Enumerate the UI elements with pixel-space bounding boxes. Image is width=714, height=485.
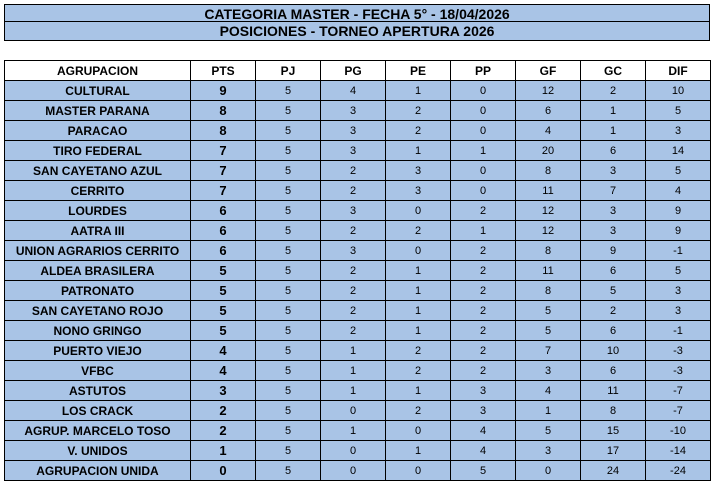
cell-pj: 5 [256,301,321,321]
cell-dif: -3 [646,361,711,381]
cell-pts: 5 [191,281,256,301]
cell-pe: 1 [386,141,451,161]
cell-pj: 5 [256,221,321,241]
cell-gc: 3 [581,221,646,241]
cell-gc: 1 [581,121,646,141]
cell-team: VFBC [5,361,191,381]
table-row [5,201,711,221]
cell-gc: 1 [581,101,646,121]
cell-pp: 3 [451,381,516,401]
cell-gc: 9 [581,241,646,261]
cell-pe: 2 [386,361,451,381]
cell-dif: 3 [646,281,711,301]
cell-pg: 2 [321,281,386,301]
cell-team: V. UNIDOS [5,441,191,461]
cell-pts: 1 [191,441,256,461]
table-row [5,321,711,341]
cell-pe: 0 [386,241,451,261]
table-row [5,341,711,361]
cell-pp: 2 [451,341,516,361]
cell-pts: 8 [191,121,256,141]
cell-pp: 0 [451,121,516,141]
cell-gf: 8 [516,281,581,301]
table-row [5,421,711,441]
cell-team: PARACAO [5,121,191,141]
cell-pg: 4 [321,81,386,101]
cell-team: LOS CRACK [5,401,191,421]
cell-team: CULTURAL [5,81,191,101]
cell-pe: 1 [386,81,451,101]
cell-team: UNION AGRARIOS CERRITO [5,241,191,261]
cell-pp: 2 [451,321,516,341]
cell-gc: 6 [581,141,646,161]
cell-pe: 2 [386,121,451,141]
cell-pp: 4 [451,441,516,461]
page-subtitle: POSICIONES - TORNEO APERTURA 2026 [4,22,710,41]
cell-gf: 8 [516,241,581,261]
cell-team: SAN CAYETANO ROJO [5,301,191,321]
cell-dif: -14 [646,441,711,461]
cell-gf: 11 [516,261,581,281]
table-row [5,181,711,201]
table-row [5,461,711,481]
cell-pg: 1 [321,361,386,381]
cell-gf: 4 [516,121,581,141]
cell-pg: 0 [321,461,386,481]
cell-pp: 2 [451,241,516,261]
cell-dif: -24 [646,461,711,481]
cell-pts: 7 [191,161,256,181]
cell-pts: 0 [191,461,256,481]
cell-pp: 2 [451,281,516,301]
table-row [5,381,711,401]
cell-gf: 20 [516,141,581,161]
standings-body [5,81,711,481]
cell-pts: 4 [191,361,256,381]
cell-pg: 2 [321,301,386,321]
column-header-pj: PJ [256,61,321,81]
cell-dif: 4 [646,181,711,201]
cell-pe: 0 [386,421,451,441]
cell-gc: 24 [581,461,646,481]
cell-pj: 5 [256,381,321,401]
cell-dif: -10 [646,421,711,441]
cell-team: LOURDES [5,201,191,221]
cell-pg: 2 [321,261,386,281]
table-row [5,241,711,261]
cell-pp: 2 [451,201,516,221]
cell-gc: 17 [581,441,646,461]
cell-pp: 2 [451,301,516,321]
cell-pg: 3 [321,241,386,261]
cell-dif: 10 [646,81,711,101]
table-row [5,361,711,381]
cell-gf: 8 [516,161,581,181]
table-row [5,81,711,101]
cell-pe: 2 [386,401,451,421]
cell-pj: 5 [256,101,321,121]
cell-pj: 5 [256,461,321,481]
cell-pg: 1 [321,381,386,401]
cell-pj: 5 [256,281,321,301]
cell-dif: 3 [646,121,711,141]
column-header-pp: PP [451,61,516,81]
cell-pj: 5 [256,361,321,381]
table-row [5,261,711,281]
cell-gc: 10 [581,341,646,361]
cell-gf: 7 [516,341,581,361]
cell-pj: 5 [256,161,321,181]
cell-pts: 2 [191,421,256,441]
cell-pj: 5 [256,141,321,161]
cell-gf: 5 [516,421,581,441]
cell-gc: 8 [581,401,646,421]
table-row [5,101,711,121]
cell-pts: 6 [191,201,256,221]
cell-dif: 9 [646,201,711,221]
cell-team: ALDEA BRASILERA [5,261,191,281]
cell-pp: 1 [451,141,516,161]
cell-pe: 3 [386,161,451,181]
cell-team: MASTER PARANA [5,101,191,121]
cell-pj: 5 [256,201,321,221]
cell-gc: 6 [581,361,646,381]
table-row [5,141,711,161]
cell-pts: 7 [191,181,256,201]
cell-pg: 0 [321,401,386,421]
cell-pp: 2 [451,361,516,381]
cell-pe: 1 [386,381,451,401]
cell-pg: 3 [321,141,386,161]
title-box [4,4,710,41]
cell-pg: 2 [321,161,386,181]
cell-team: AATRA III [5,221,191,241]
cell-team: ASTUTOS [5,381,191,401]
cell-pe: 1 [386,301,451,321]
column-header-pe: PE [386,61,451,81]
cell-gf: 5 [516,301,581,321]
cell-pts: 5 [191,301,256,321]
cell-gc: 6 [581,321,646,341]
cell-pe: 2 [386,341,451,361]
cell-pts: 2 [191,401,256,421]
cell-team: PUERTO VIEJO [5,341,191,361]
cell-pj: 5 [256,241,321,261]
cell-gc: 3 [581,201,646,221]
cell-gf: 5 [516,321,581,341]
cell-gf: 12 [516,201,581,221]
cell-pg: 1 [321,421,386,441]
cell-gf: 12 [516,221,581,241]
cell-gf: 3 [516,441,581,461]
cell-gf: 1 [516,401,581,421]
cell-pts: 9 [191,81,256,101]
cell-pp: 0 [451,101,516,121]
cell-team: AGRUP. MARCELO TOSO [5,421,191,441]
cell-pe: 1 [386,321,451,341]
cell-pj: 5 [256,421,321,441]
table-row [5,221,711,241]
cell-gc: 15 [581,421,646,441]
cell-dif: 5 [646,261,711,281]
column-header-pg: PG [321,61,386,81]
cell-gf: 11 [516,181,581,201]
cell-pp: 3 [451,401,516,421]
cell-pg: 2 [321,221,386,241]
cell-dif: 5 [646,161,711,181]
column-header-dif: DIF [646,61,711,81]
table-row [5,401,711,421]
column-header-pts: PTS [191,61,256,81]
cell-dif: -3 [646,341,711,361]
cell-dif: 5 [646,101,711,121]
cell-dif: 3 [646,301,711,321]
table-row [5,301,711,321]
cell-pg: 2 [321,181,386,201]
cell-pg: 3 [321,101,386,121]
cell-pe: 2 [386,221,451,241]
column-header-gf: GF [516,61,581,81]
cell-pj: 5 [256,121,321,141]
cell-pp: 4 [451,421,516,441]
cell-pg: 2 [321,321,386,341]
column-header-gc: GC [581,61,646,81]
cell-pp: 1 [451,221,516,241]
cell-gc: 3 [581,161,646,181]
standings-table [4,60,711,481]
table-row [5,441,711,461]
cell-pe: 3 [386,181,451,201]
column-header-agrupacion: AGRUPACION [5,61,191,81]
cell-pts: 5 [191,321,256,341]
cell-team: TIRO FEDERAL [5,141,191,161]
cell-pp: 2 [451,261,516,281]
cell-pe: 0 [386,461,451,481]
cell-pj: 5 [256,441,321,461]
cell-gf: 6 [516,101,581,121]
cell-gf: 12 [516,81,581,101]
cell-gc: 5 [581,281,646,301]
cell-gc: 11 [581,381,646,401]
cell-pj: 5 [256,401,321,421]
cell-gf: 0 [516,461,581,481]
cell-dif: -7 [646,401,711,421]
cell-gf: 3 [516,361,581,381]
table-row [5,161,711,181]
cell-team: SAN CAYETANO AZUL [5,161,191,181]
page-title: CATEGORIA MASTER - FECHA 5° - 18/04/2026 [4,4,710,22]
cell-pts: 3 [191,381,256,401]
table-row [5,121,711,141]
cell-team: AGRUPACION UNIDA [5,461,191,481]
cell-gc: 6 [581,261,646,281]
cell-dif: -7 [646,381,711,401]
cell-pts: 8 [191,101,256,121]
cell-pj: 5 [256,341,321,361]
cell-team: CERRITO [5,181,191,201]
cell-pe: 1 [386,281,451,301]
cell-pp: 0 [451,161,516,181]
cell-pg: 3 [321,201,386,221]
cell-pj: 5 [256,81,321,101]
cell-pj: 5 [256,261,321,281]
cell-dif: 9 [646,221,711,241]
table-row [5,281,711,301]
cell-gc: 2 [581,301,646,321]
cell-dif: -1 [646,241,711,261]
cell-dif: 14 [646,141,711,161]
cell-gf: 4 [516,381,581,401]
cell-pts: 7 [191,141,256,161]
cell-pj: 5 [256,321,321,341]
cell-team: NONO GRINGO [5,321,191,341]
cell-team: PATRONATO [5,281,191,301]
cell-pts: 5 [191,261,256,281]
cell-pp: 0 [451,81,516,101]
cell-pg: 0 [321,441,386,461]
header-row [5,61,711,81]
cell-pp: 0 [451,181,516,201]
cell-dif: -1 [646,321,711,341]
cell-pe: 1 [386,261,451,281]
cell-pts: 6 [191,221,256,241]
cell-gc: 2 [581,81,646,101]
cell-pts: 4 [191,341,256,361]
cell-pg: 1 [321,341,386,361]
cell-pts: 6 [191,241,256,261]
cell-gc: 7 [581,181,646,201]
cell-pe: 2 [386,101,451,121]
cell-pg: 3 [321,121,386,141]
cell-pj: 5 [256,181,321,201]
cell-pe: 0 [386,201,451,221]
cell-pp: 5 [451,461,516,481]
cell-pe: 1 [386,441,451,461]
